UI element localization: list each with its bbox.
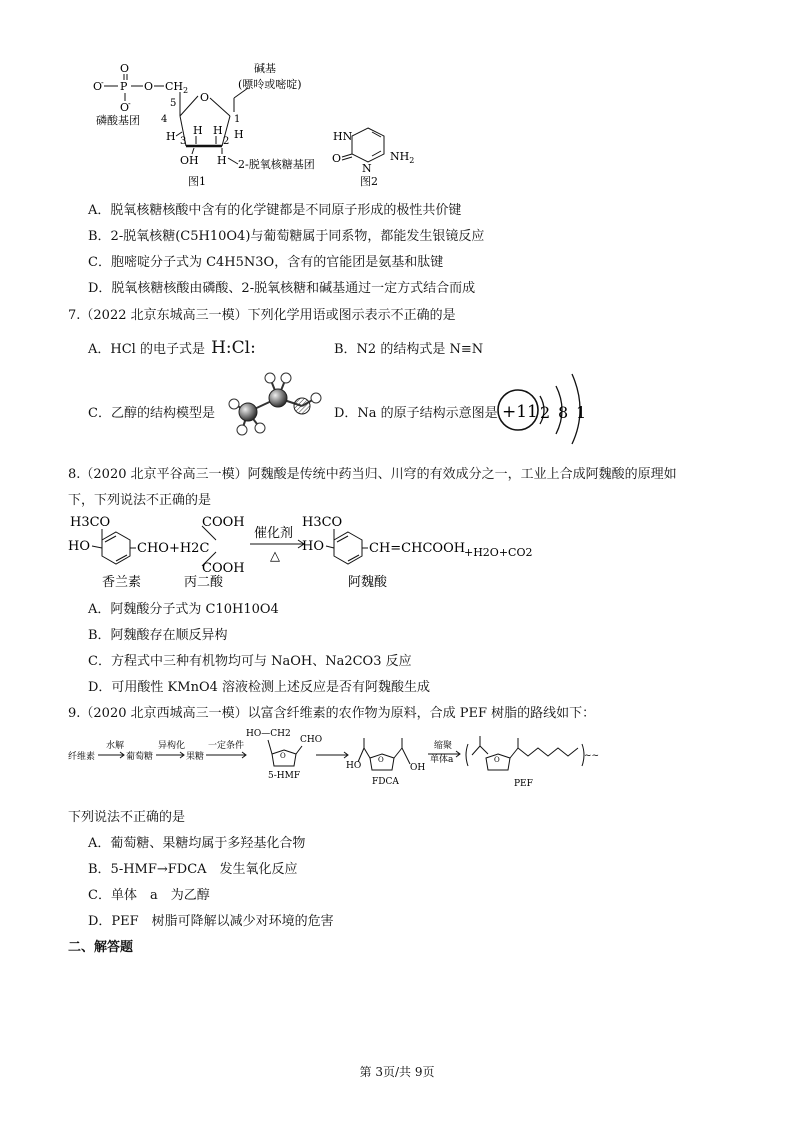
na-nucleus-charge: +11 [502, 402, 538, 422]
hmf-hoch2: HO—CH2 [246, 729, 291, 739]
q9-option-b: B．5-HMF→FDCA 发生氧化反应 [88, 862, 298, 877]
svg-text:O: O [378, 756, 384, 764]
page-footer: 第 3页/共 9页 [359, 1065, 435, 1079]
fig1-caption: 图1 [188, 175, 206, 188]
ethanol-ball-stick-model [220, 368, 330, 440]
h-bottom: H [217, 154, 227, 167]
c4-label: 4 [161, 114, 168, 125]
ch2-label: $CH_2$ [165, 80, 189, 95]
q7-option-a: A．HCl 的电子式是 H:Cl: [88, 338, 256, 358]
phosphate-p: P [120, 80, 128, 93]
phosphate-o-link: O [144, 80, 154, 93]
phosphate-o-minus-1: O [93, 80, 103, 93]
ring-o: O [200, 91, 210, 104]
na-shell-2: 8 [558, 403, 569, 422]
svg-text:-: - [128, 99, 131, 108]
c1-label: 1 [234, 114, 241, 125]
malonic-acid-name: 丙二酸 [184, 575, 224, 590]
monomer-a-label: 单体a [430, 755, 454, 765]
cytosine-n: N [362, 162, 372, 175]
h1: H [234, 128, 244, 141]
q7-option-c: C．乙醇的结构模型是 [88, 406, 215, 421]
q9-option-c: C．单体 a 为乙醇 [88, 888, 210, 903]
c2-label: 2 [223, 136, 230, 147]
q7-stem: 7.（2022 北京东城高三一模）下列化学用语或图示表示不正确的是 [68, 308, 456, 323]
cytosine-hn: HN [333, 130, 353, 143]
pef-label: PEF [514, 779, 533, 789]
cooh-top: COOH [202, 515, 245, 530]
condition-label: 一定条件 [208, 741, 245, 751]
q7-option-b: B．N2 的结构式是 N≡N [334, 342, 484, 357]
phosphate-o-top: O [120, 62, 130, 75]
h4: H [166, 130, 176, 143]
deoxyribose-label: 2-脱氧核糖基团 [238, 158, 315, 171]
fig2-caption: 图2 [360, 175, 378, 188]
q8-stem-line-2: 下，下列说法不正确的是 [68, 493, 212, 508]
q6-option-a: A．脱氧核糖核酸中含有的化学键都是不同原子形成的极性共价键 [88, 203, 462, 218]
na-shell-1: 2 [540, 403, 551, 422]
oh-label: OH [180, 154, 199, 167]
base-label-1: 碱基 [254, 62, 276, 75]
vanillin-name: 香兰素 [102, 575, 142, 590]
na-shell-3: 1 [576, 403, 587, 422]
cytosine-structure [332, 128, 414, 175]
h3co-2: H3CO [302, 515, 343, 530]
q8-stem-line-1: 8.（2020 北京平谷高三一模）阿魏酸是传统中药当归、川穹的有效成分之一，工业上合成阿魏酸的原理如 [68, 467, 677, 482]
q9-option-a: A．葡萄糖、果糖均属于多羟基化合物 [88, 836, 306, 851]
c5-label: 5 [170, 98, 177, 109]
catalyst-label: 催化剂 [254, 526, 294, 541]
q9-option-d: D．PEF 树脂可降解以减少对环境的危害 [88, 914, 334, 929]
q8-option-b: B．阿魏酸存在顺反异构 [88, 628, 228, 643]
cytosine-nh2: $NH_2$ [390, 150, 415, 165]
q8-option-d: D．可用酸性 KMnO4 溶液检测上述反应是否有阿魏酸生成 [88, 680, 431, 695]
q8-option-a: A．阿魏酸分子式为 C10H10O4 [88, 602, 279, 617]
phosphate-label: 磷酸基团 [96, 114, 140, 127]
svg-text:~~: ~~ [584, 751, 600, 761]
hcl-electron-formula: H:Cl: [211, 338, 256, 358]
ferulic-acid-name: 阿魏酸 [348, 575, 388, 590]
c3-label: 3 [180, 136, 187, 147]
section-heading: 二、解答题 [68, 940, 134, 955]
isomerize-label: 异构化 [158, 741, 186, 751]
q9-sub-stem: 下列说法不正确的是 [68, 810, 186, 825]
polycondensation-label: 缩聚 [434, 741, 453, 751]
glucose: 葡萄糖 [126, 752, 154, 762]
svg-text:O: O [280, 752, 286, 760]
nucleotide-figure [88, 56, 428, 191]
ferulic-side-chain: CH=CHCOOH [369, 541, 466, 556]
h3co-1: H3CO [70, 515, 111, 530]
h2: H [213, 124, 223, 137]
base-label-2: (嘌呤或嘧啶) [238, 78, 302, 91]
hydrolysis-label: 水解 [106, 741, 125, 751]
q8-option-c: C．方程式中三种有机物均可与 NaOH、Na2CO3 反应 [88, 654, 412, 669]
cho-plus-h2c: CHO+H2C [137, 541, 210, 556]
q6-option-b: B．2-脱氧核糖(C5H10O4)与葡萄糖属于同系物，都能发生银镜反应 [88, 229, 485, 244]
cytosine-o: O [332, 152, 342, 165]
hmf-label: 5-HMF [268, 771, 301, 781]
h3: H [193, 124, 203, 137]
ferulic-acid-reaction-scheme [66, 512, 586, 590]
q6-option-c: C．胞嘧啶分子式为 C4H5N3O，含有的官能团是氨基和肽键 [88, 255, 444, 270]
fdca-oh: OH [410, 763, 426, 773]
byproducts: +H2O+CO2 [464, 546, 533, 559]
ho-1: HO [68, 539, 90, 554]
phosphate-o-minus-2: O [120, 101, 130, 114]
hmf-cho: CHO [300, 735, 323, 745]
heat-symbol: △ [270, 549, 280, 564]
svg-text:O: O [494, 756, 500, 764]
cellulose: 纤维素 [68, 752, 96, 762]
fdca-label: FDCA [372, 777, 399, 787]
pef-synthesis-route [66, 724, 626, 794]
cooh-bottom: COOH [202, 561, 245, 576]
na-atomic-structure-diagram [494, 368, 594, 446]
ho-2: HO [302, 539, 324, 554]
svg-text:-: - [101, 78, 104, 87]
fructose: 果糖 [186, 752, 205, 762]
q7-option-d: D．Na 的原子结构示意图是 [334, 406, 498, 421]
q9-stem: 9.（2020 北京西城高三一模）以富含纤维素的农作物为原料，合成 PEF 树脂的路线如下： [68, 706, 596, 721]
q6-option-d: D．脱氧核糖核酸由磷酸、2-脱氧核糖和碱基通过一定方式结合而成 [88, 281, 476, 296]
fdca-ho: HO [346, 761, 362, 771]
